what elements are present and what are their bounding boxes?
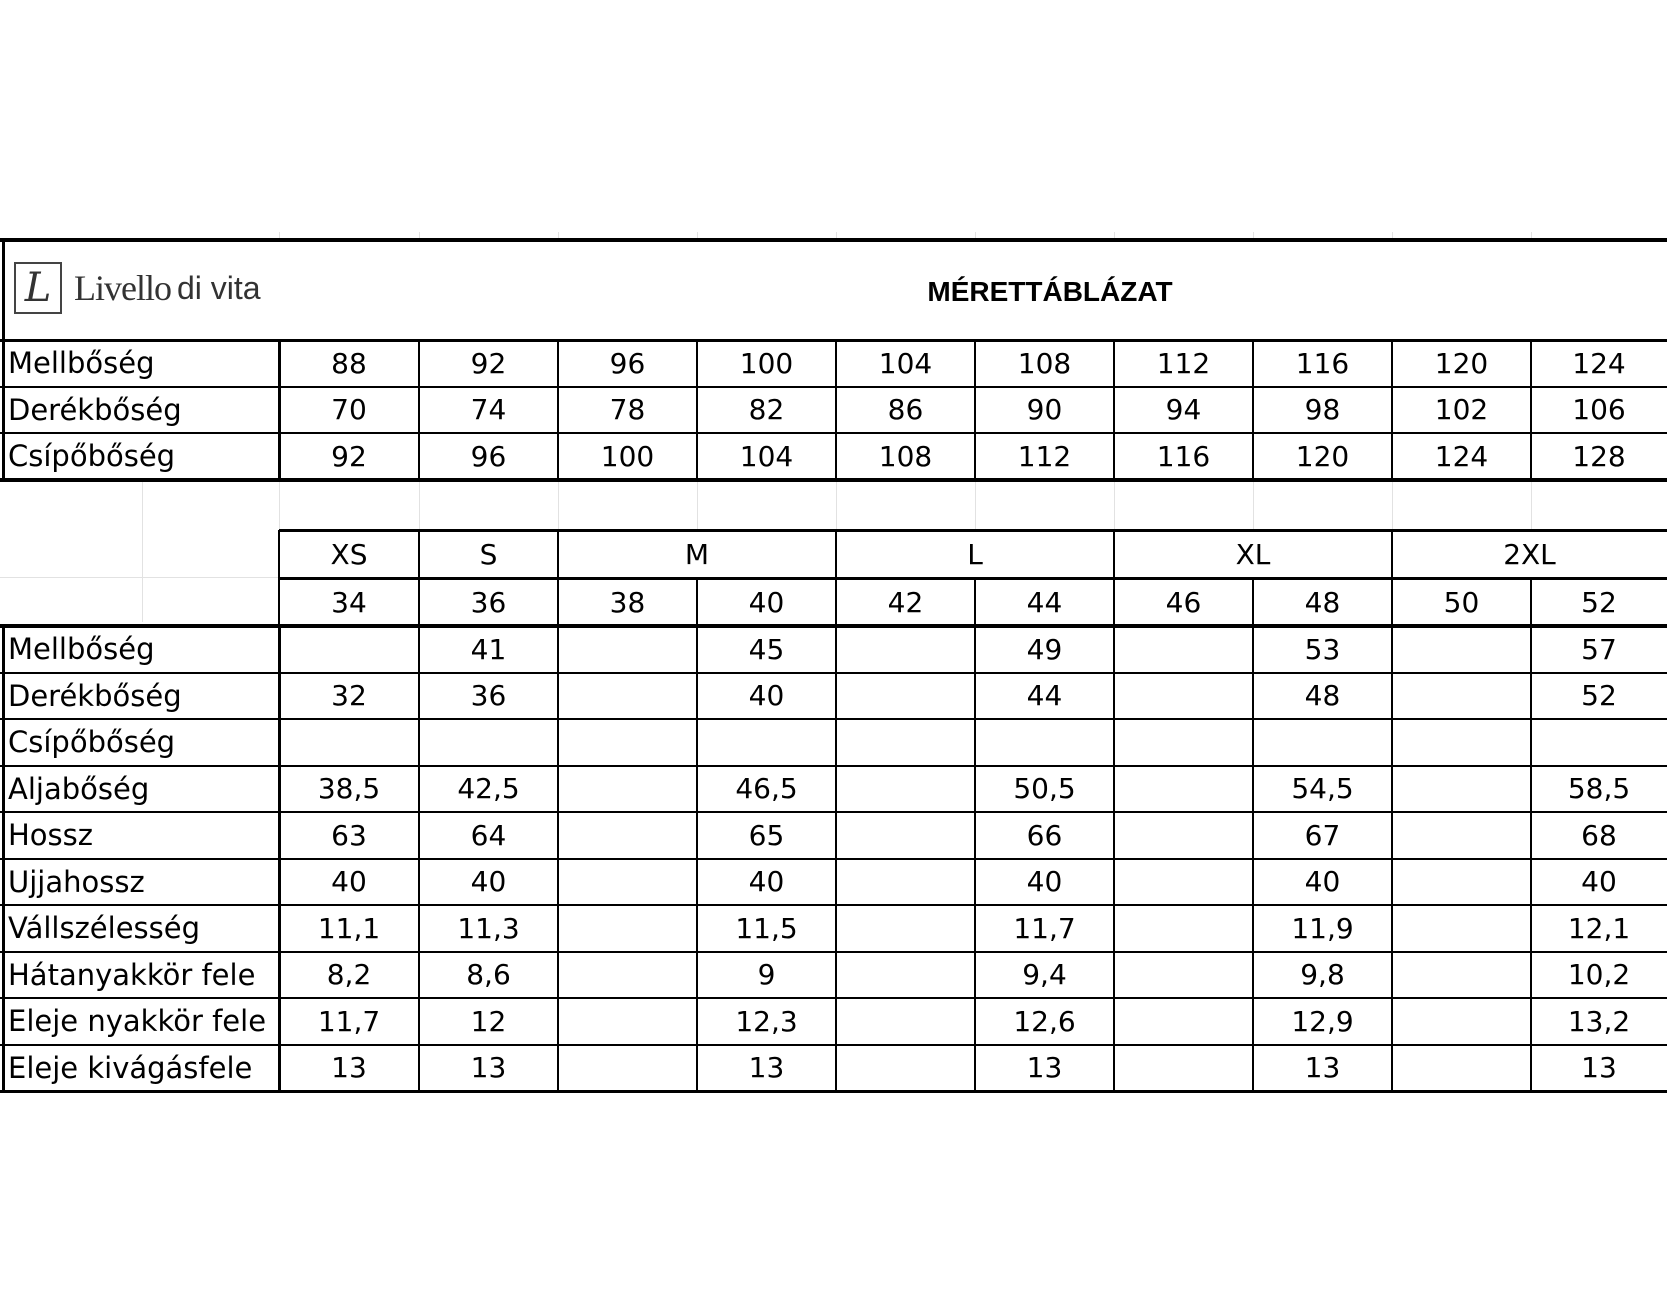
- table-cell: [558, 859, 697, 906]
- table-cell: 11,7: [317, 1004, 381, 1038]
- table-cell: 94: [1165, 393, 1202, 427]
- row-label: Vállszélesség: [8, 911, 201, 946]
- table-cell: 8,6: [466, 958, 511, 992]
- size-number: 48: [1304, 585, 1341, 619]
- size-number: 42: [887, 585, 924, 619]
- table-cell: 50,5: [1013, 772, 1076, 806]
- table-cell: [1114, 1045, 1253, 1092]
- table-cell: 11,1: [317, 911, 381, 945]
- column-divider: [557, 626, 559, 1091]
- table-cell: 88: [331, 346, 367, 380]
- row-divider: [0, 765, 1667, 767]
- table-cell: 112: [1017, 439, 1072, 473]
- page-title: MÉRETTÁBLÁZAT: [927, 276, 1173, 307]
- table-cell: 90: [1026, 393, 1063, 427]
- table-cell: [419, 719, 558, 766]
- table-cell: 124: [1572, 346, 1626, 380]
- column-divider: [1530, 340, 1532, 480]
- table-cell: [1114, 812, 1253, 859]
- brand-logo: [14, 258, 284, 318]
- column-divider: [418, 626, 420, 1091]
- table-cell: [558, 998, 697, 1045]
- table-cell: 9,8: [1300, 958, 1345, 992]
- table-cell: 40: [748, 679, 785, 713]
- table-cell: [558, 673, 697, 720]
- row-label: Eleje kivágásfele: [8, 1050, 253, 1085]
- size-number: 36: [470, 585, 507, 619]
- logo-name: Livello: [74, 268, 171, 308]
- row-label: Eleje nyakkör fele: [8, 1004, 267, 1039]
- column-divider: [1113, 340, 1115, 480]
- table-cell: [836, 998, 975, 1045]
- table-cell: 98: [1304, 393, 1341, 427]
- table-cell: 9: [757, 958, 776, 992]
- table-cell: 40: [470, 865, 507, 899]
- table-cell: 120: [1295, 439, 1350, 473]
- table-cell: 78: [609, 393, 646, 427]
- table-cell: 116: [1156, 439, 1211, 473]
- table-cell: [1114, 626, 1253, 673]
- table-cell: 49: [1026, 632, 1063, 666]
- table-cell: 36: [470, 679, 507, 713]
- column-divider: [696, 340, 698, 480]
- size-group-label: XS: [330, 537, 368, 571]
- row-divider: [0, 386, 1667, 388]
- table-cell: 13: [331, 1051, 367, 1085]
- size-group-label: L: [967, 537, 983, 571]
- column-divider: [974, 340, 976, 480]
- table-cell: 13,2: [1567, 1004, 1631, 1038]
- size-number-divider: [278, 578, 280, 626]
- column-divider: [835, 340, 837, 480]
- table-cell: 53: [1304, 632, 1341, 666]
- size-group-divider: [418, 530, 420, 578]
- table-cell: 112: [1156, 346, 1211, 380]
- table-cell: 63: [331, 818, 367, 852]
- table-cell: 13: [748, 1051, 785, 1085]
- table-cell: [279, 719, 419, 766]
- table-cell: [1114, 952, 1253, 999]
- table-cell: [558, 766, 697, 813]
- size-number: 38: [609, 585, 646, 619]
- table-cell: [836, 673, 975, 720]
- table-cell: [1531, 719, 1667, 766]
- table-cell: 42,5: [457, 772, 520, 806]
- table-cell: 8,2: [326, 958, 372, 992]
- table-cell: 12,9: [1291, 1004, 1354, 1038]
- row-divider: [0, 1044, 1667, 1046]
- table-cell: 102: [1434, 393, 1489, 427]
- table-cell: 68: [1581, 818, 1617, 852]
- table-cell: 58,5: [1567, 772, 1631, 806]
- spreadsheet-gridline: [558, 482, 559, 530]
- table-cell: 45: [748, 632, 785, 666]
- size-group-divider: [557, 530, 559, 578]
- column-divider: [1252, 626, 1254, 1091]
- table-cell: 57: [1581, 632, 1617, 666]
- table-cell: 12,1: [1567, 911, 1631, 945]
- row-label: Mellbőség: [8, 632, 155, 667]
- table-cell: [1392, 859, 1531, 906]
- table-cell: 46,5: [735, 772, 798, 806]
- table-cell: [1114, 673, 1253, 720]
- table-cell: [836, 766, 975, 813]
- label-column-divider: [278, 340, 281, 480]
- table-border-top: [0, 238, 1667, 242]
- table-cell: 40: [1026, 865, 1063, 899]
- table-cell: 106: [1572, 393, 1626, 427]
- table-cell: 64: [470, 818, 507, 852]
- row-label: Derékbőség: [8, 678, 182, 713]
- size-number: 52: [1581, 585, 1617, 619]
- size-number: 40: [748, 585, 785, 619]
- table-cell: 12: [470, 1004, 507, 1038]
- table-cell: 65: [748, 818, 785, 852]
- table-cell: 96: [470, 439, 507, 473]
- row-divider: [0, 951, 1667, 953]
- table-cell: [558, 812, 697, 859]
- table-cell: 32: [331, 679, 367, 713]
- table-cell: [1392, 673, 1531, 720]
- table-cell: [558, 905, 697, 952]
- table-cell: 70: [331, 393, 367, 427]
- size-group-divider: [1391, 530, 1393, 578]
- table-cell: [1114, 998, 1253, 1045]
- row-label: Aljabőség: [8, 771, 150, 806]
- table-cell: 44: [1026, 679, 1063, 713]
- table-cell: [1392, 1045, 1531, 1092]
- table-cell: 104: [878, 346, 933, 380]
- table-cell: [1253, 719, 1392, 766]
- size-group-divider: [835, 530, 837, 578]
- size-number-divider: [1113, 578, 1115, 626]
- table-cell: 10,2: [1567, 958, 1631, 992]
- table-cell: 40: [331, 865, 367, 899]
- spreadsheet-gridline: [0, 577, 279, 578]
- spreadsheet-gridline: [836, 482, 837, 530]
- table-cell: [558, 1045, 697, 1092]
- size-number: 46: [1165, 585, 1202, 619]
- row-divider: [0, 904, 1667, 906]
- row-label: Mellbőség: [8, 346, 155, 381]
- spreadsheet-gridline: [419, 482, 420, 530]
- size-number-divider: [696, 578, 698, 626]
- table-cell: 100: [600, 439, 655, 473]
- table-cell: 66: [1026, 818, 1063, 852]
- table-cell: [279, 626, 419, 673]
- table-cell: [1392, 952, 1531, 999]
- column-divider: [696, 626, 698, 1091]
- row-label: Csípőbőség: [8, 439, 176, 474]
- size-number-divider: [418, 578, 420, 626]
- table-border-bottom: [0, 1090, 1667, 1093]
- table-cell: 96: [609, 346, 646, 380]
- table-cell: 100: [739, 346, 794, 380]
- table-cell: 128: [1572, 439, 1626, 473]
- table-cell: [558, 626, 697, 673]
- table-cell: [558, 952, 697, 999]
- table-cell: 40: [1304, 865, 1341, 899]
- size-group-label: XL: [1235, 537, 1271, 571]
- table-cell: 38,5: [317, 772, 381, 806]
- table-cell: 13: [1026, 1051, 1063, 1085]
- table-cell: 11,7: [1013, 911, 1076, 945]
- table-cell: [1392, 905, 1531, 952]
- column-divider: [1391, 626, 1393, 1091]
- size-number-divider: [1391, 578, 1393, 626]
- table-cell: 120: [1434, 346, 1489, 380]
- column-divider: [1113, 626, 1115, 1091]
- table-cell: 104: [739, 439, 794, 473]
- row-divider: [0, 718, 1667, 720]
- column-divider: [557, 340, 559, 480]
- label-column-divider: [278, 626, 281, 1091]
- size-number-divider: [1252, 578, 1254, 626]
- table-cell: 12,3: [735, 1004, 798, 1038]
- table-cell: [1114, 905, 1253, 952]
- size-number-divider: [1530, 578, 1532, 626]
- table-cell: 54,5: [1291, 772, 1354, 806]
- column-divider: [418, 340, 420, 480]
- table-cell: 41: [470, 632, 507, 666]
- table-cell: 11,5: [735, 911, 798, 945]
- table-cell: [1392, 626, 1531, 673]
- table-cell: [1392, 719, 1531, 766]
- table-cell: [1392, 998, 1531, 1045]
- spreadsheet-gridline: [1114, 482, 1115, 530]
- row-divider: [0, 811, 1667, 813]
- table-cell: 9,4: [1022, 958, 1067, 992]
- table-cell: [1114, 766, 1253, 813]
- size-number: 44: [1026, 585, 1063, 619]
- row-divider: [0, 858, 1667, 860]
- table-cell: [836, 1045, 975, 1092]
- table-cell: [836, 626, 975, 673]
- table-cell: 67: [1304, 818, 1341, 852]
- table-cell: 82: [748, 393, 785, 427]
- size-number-divider: [557, 578, 559, 626]
- table-cell: [836, 952, 975, 999]
- table-cell: 116: [1295, 346, 1350, 380]
- table-cell: 11,3: [457, 911, 520, 945]
- column-divider: [974, 626, 976, 1091]
- table-cell: [1392, 812, 1531, 859]
- table-cell: 13: [470, 1051, 507, 1085]
- table-cell: [1114, 859, 1253, 906]
- size-number: 34: [331, 585, 367, 619]
- table-cell: [697, 719, 836, 766]
- table-cell: [836, 719, 975, 766]
- table-cell: [975, 719, 1114, 766]
- row-label: Csípőbőség: [8, 725, 176, 760]
- table-cell: 12,6: [1013, 1004, 1076, 1038]
- table-cell: 40: [748, 865, 785, 899]
- spreadsheet-gridline: [279, 482, 280, 530]
- spreadsheet-gridline: [1392, 482, 1393, 530]
- table-cell: [836, 905, 975, 952]
- table-cell: 52: [1581, 679, 1617, 713]
- logo-sub: di vita: [176, 269, 261, 306]
- table-cell: 124: [1434, 439, 1489, 473]
- row-label: Derékbőség: [8, 392, 182, 427]
- size-number-divider: [835, 578, 837, 626]
- column-divider: [1391, 340, 1393, 480]
- logo-letter: L: [24, 265, 52, 311]
- size-number: 50: [1443, 585, 1480, 619]
- row-label: Hátanyakkör fele: [8, 957, 256, 992]
- table-cell: 13: [1581, 1051, 1617, 1085]
- table-cell: 92: [470, 346, 507, 380]
- logo-mark-icon: [14, 262, 62, 314]
- spreadsheet-gridline: [142, 482, 143, 622]
- table-cell: [1392, 766, 1531, 813]
- spreadsheet-gridline: [975, 482, 976, 530]
- row-divider: [0, 432, 1667, 434]
- table-cell: 86: [887, 393, 924, 427]
- table-cell: 40: [1581, 865, 1617, 899]
- size-group-label: S: [479, 537, 498, 571]
- table-cell: 74: [470, 393, 507, 427]
- table-cell: [836, 859, 975, 906]
- table-cell: 11,9: [1291, 911, 1354, 945]
- column-divider: [1530, 626, 1532, 1091]
- table-cell: 108: [878, 439, 933, 473]
- table-cell: 13: [1304, 1051, 1341, 1085]
- spreadsheet-gridline: [1531, 482, 1532, 530]
- size-group-divider: [278, 530, 280, 578]
- spreadsheet-gridline: [697, 482, 698, 530]
- row-label: Ujjahossz: [8, 864, 145, 899]
- size-number-divider: [974, 578, 976, 626]
- row-label: Hossz: [8, 818, 93, 853]
- row-divider: [0, 672, 1667, 674]
- table-cell: 48: [1304, 679, 1341, 713]
- column-divider: [1252, 340, 1254, 480]
- size-group-divider: [1113, 530, 1115, 578]
- size-group-label: M: [684, 537, 710, 571]
- table-cell: [558, 719, 697, 766]
- table-cell: [836, 812, 975, 859]
- table-cell: 92: [331, 439, 367, 473]
- row-divider: [0, 997, 1667, 999]
- table-divider-thick: [0, 478, 1667, 482]
- spreadsheet-gridline: [1253, 482, 1254, 530]
- column-divider: [835, 626, 837, 1091]
- table-cell: 108: [1017, 346, 1072, 380]
- size-group-label: 2XL: [1503, 537, 1556, 571]
- table-cell: [1114, 719, 1253, 766]
